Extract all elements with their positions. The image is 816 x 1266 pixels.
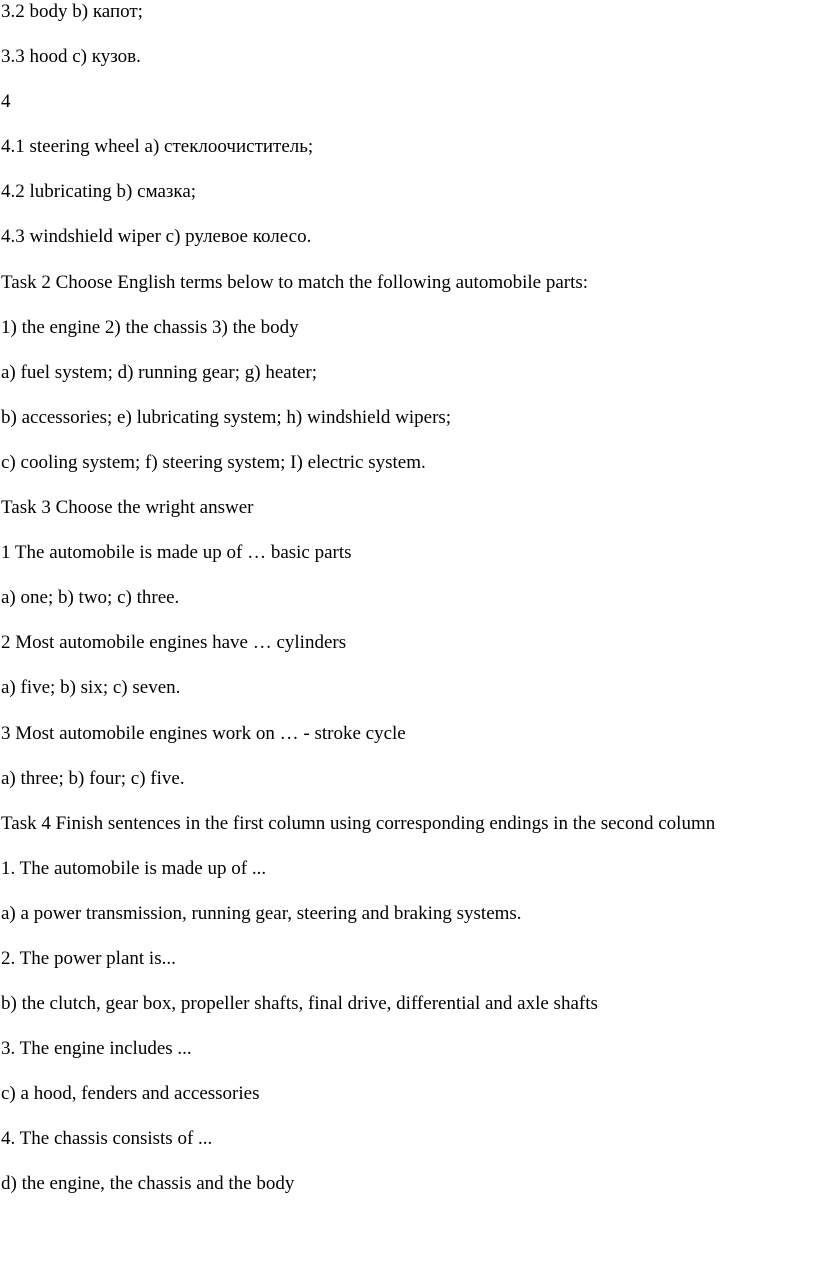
answer-options	[1, 767, 813, 812]
text-line	[1, 406, 813, 451]
line-text: a) a power transmission, running gear, steering and braking systems.	[1, 902, 522, 924]
text-line	[1, 45, 813, 90]
line-text: a) one; b) two; c) three.	[1, 587, 180, 609]
line-text: a) fuel system; d) running gear; g) heater;	[1, 361, 318, 383]
line-text: 3. The engine includes ...	[1, 1038, 192, 1060]
line-text: c) a hood, fenders and accessories	[1, 1083, 260, 1105]
text-line	[1, 225, 813, 270]
line-text: Task 2 Choose English terms below to match the following automobile parts:	[1, 271, 589, 293]
line-text: 4	[1, 91, 11, 113]
task-heading	[1, 496, 813, 541]
task-heading	[1, 271, 813, 316]
line-text: 4.1 steering wheel a) стеклоочиститель;	[1, 136, 314, 158]
line-text: 3.3 hood c) кузов.	[1, 46, 141, 68]
question-line	[1, 541, 813, 586]
line-text: 2. The power plant is...	[1, 947, 176, 969]
line-text: c) cooling system; f) steering system; I) electric system.	[1, 451, 426, 473]
line-text: 4.3 windshield wiper c) рулевое колесо.	[1, 226, 312, 248]
question-line	[1, 722, 813, 767]
task-heading	[1, 812, 813, 857]
sentence-ending	[1, 1172, 813, 1217]
line-text: a) five; b) six; c) seven.	[1, 677, 181, 699]
line-text: a) three; b) four; c) five.	[1, 767, 185, 789]
line-text: 4. The chassis consists of ...	[1, 1128, 213, 1150]
text-line	[1, 180, 813, 225]
sentence-ending	[1, 992, 813, 1037]
line-text: 1) the engine 2) the chassis 3) the body	[1, 316, 299, 338]
line-text: b) the clutch, gear box, propeller shafts, final drive, differential and axle shafts	[1, 993, 598, 1015]
text-line	[1, 361, 813, 406]
sentence-start	[1, 1127, 813, 1172]
line-text: d) the engine, the chassis and the body	[1, 1173, 295, 1195]
line-text: 2 Most automobile engines have … cylinders	[1, 632, 347, 654]
line-text: b) accessories; e) lubricating system; h) windshield wipers;	[1, 406, 452, 428]
text-line	[1, 90, 813, 135]
sentence-start	[1, 857, 813, 902]
sentence-start	[1, 1037, 813, 1082]
line-text: 1 The automobile is made up of … basic parts	[1, 542, 352, 564]
text-line	[1, 316, 813, 361]
text-line	[1, 135, 813, 180]
line-text: Task 3 Choose the wright answer	[1, 497, 254, 519]
answer-options	[1, 586, 813, 631]
text-line	[1, 451, 813, 496]
document-page	[1, 0, 813, 1218]
sentence-start	[1, 947, 813, 992]
sentence-ending	[1, 902, 813, 947]
line-text: Task 4 Finish sentences in the first column using corresponding endings in the second column	[1, 812, 716, 834]
sentence-ending	[1, 1082, 813, 1127]
answer-options	[1, 676, 813, 721]
line-text: 1. The automobile is made up of ...	[1, 857, 267, 879]
question-line	[1, 631, 813, 676]
line-text: 3 Most automobile engines work on … - stroke cycle	[1, 722, 406, 744]
line-text: 3.2 body b) капот;	[1, 1, 143, 22]
text-line	[1, 0, 813, 45]
line-text: 4.2 lubricating b) смазка;	[1, 181, 197, 203]
